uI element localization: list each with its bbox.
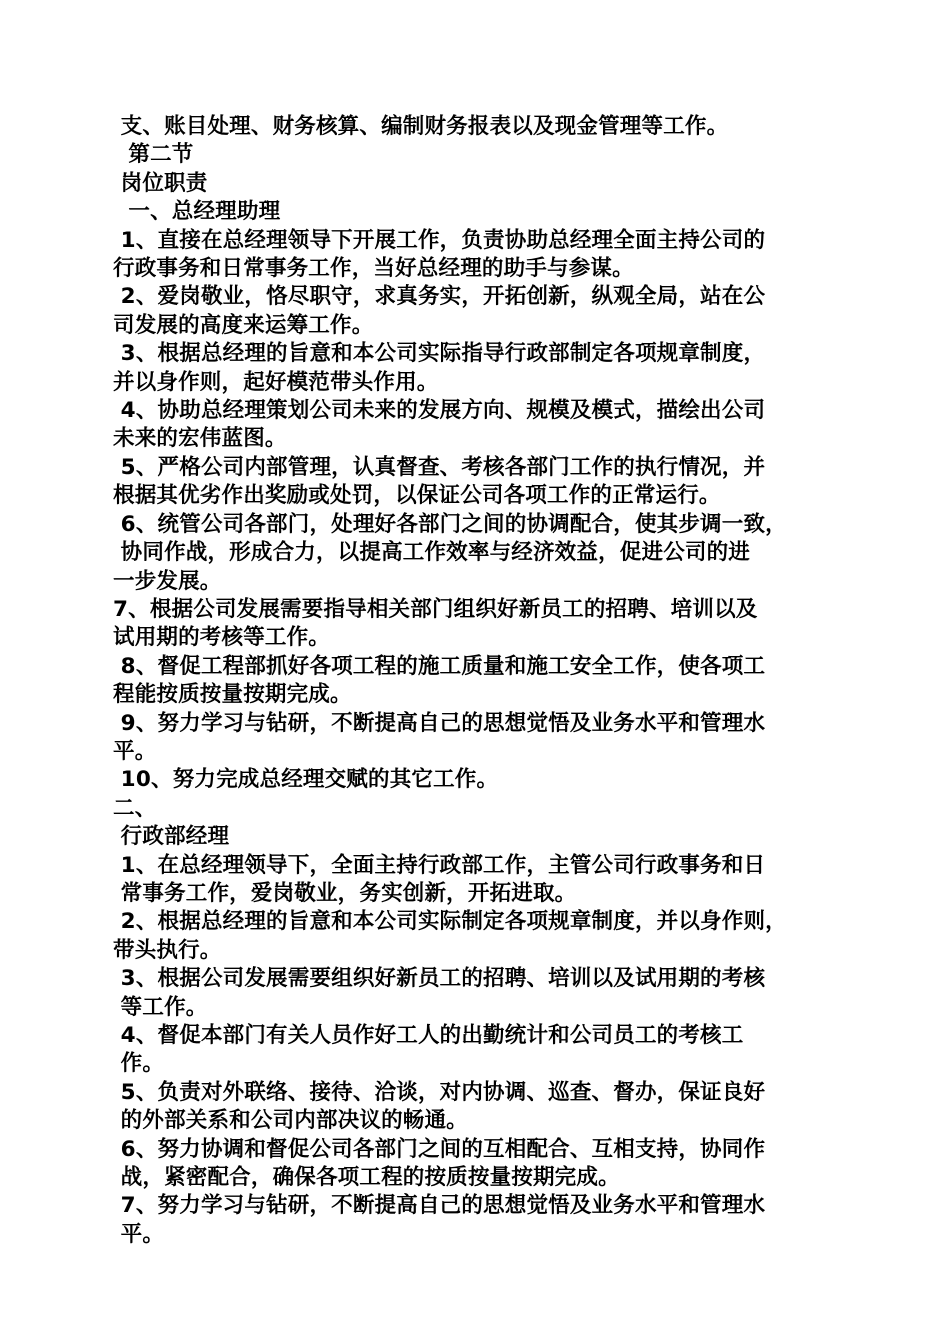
text-line: 并以身作则，起好模范带头作用。	[113, 369, 439, 395]
role-heading: 一、总经理助理	[113, 199, 281, 225]
text-line: 行政事务和日常事务工作，当好总经理的助手与参谋。	[113, 256, 634, 282]
text-line: 1、在总经理领导下，全面主持行政部工作，主管公司行政事务和日	[113, 852, 766, 878]
text-line: 5、严格公司内部管理，认真督查、考核各部门工作的执行情况，并	[113, 454, 766, 480]
text-line: 4、协助总经理策划公司未来的发展方向、规模及模式，描绘出公司	[113, 398, 766, 424]
text-line: 2、根据总经理的旨意和本公司实际制定各项规章制度，并以身作则，	[113, 909, 787, 935]
role-heading: 行政部经理	[113, 824, 230, 850]
text-line: 9、努力学习与钻研，不断提高自己的思想觉悟及业务水平和管理水	[113, 710, 766, 736]
text-line: 6、统管公司各部门，处理好各部门之间的协调配合，使其步调一致，	[113, 511, 787, 537]
document-body	[113, 113, 843, 1249]
text-line: 常事务工作，爱岗敬业，务实创新，开拓进取。	[113, 880, 577, 906]
text-line: 7、根据公司发展需要指导相关部门组织好新员工的招聘、培训以及	[113, 596, 758, 622]
text-line: 作。	[113, 1051, 165, 1077]
section-heading: 第二节	[113, 142, 194, 168]
text-line: 3、根据公司发展需要组织好新员工的招聘、培训以及试用期的考核	[113, 966, 766, 992]
text-line: 支、账目处理、财务核算、编制财务报表以及现金管理等工作。	[113, 114, 729, 139]
role-heading-number: 二、	[113, 795, 157, 821]
text-line: 2、爱岗敬业，恪尽职守，求真务实，开拓创新，纵观全局，站在公	[113, 284, 766, 310]
text-line: 程能按质按量按期完成。	[113, 682, 352, 708]
text-line: 未来的宏伟蓝图。	[113, 426, 287, 452]
section-title: 岗位职责	[113, 170, 208, 196]
text-line: 1、直接在总经理领导下开展工作，负责协助总经理全面主持公司的	[113, 227, 766, 253]
text-line: 司发展的高度来运筹工作。	[113, 312, 374, 338]
text-line: 带头执行。	[113, 937, 222, 963]
text-line: 等工作。	[113, 994, 208, 1020]
text-line: 平。	[113, 1221, 165, 1247]
text-line: 战，紧密配合，确保各项工程的按质按量按期完成。	[113, 1165, 620, 1191]
text-line: 10、努力完成总经理交赋的其它工作。	[113, 767, 499, 793]
text-line: 6、努力协调和督促公司各部门之间的互相配合、互相支持，协同作	[113, 1136, 766, 1162]
text-line: 5、负责对外联络、接待、洽谈，对内协调、巡查、督办，保证良好	[113, 1079, 766, 1105]
text-line: 的外部关系和公司内部决议的畅通。	[113, 1108, 468, 1134]
text-line: 根据其优劣作出奖励或处罚，以保证公司各项工作的正常运行。	[113, 483, 721, 509]
text-line: 8、督促工程部抓好各项工程的施工质量和施工安全工作，使各项工	[113, 653, 766, 679]
text-line: 协同作战，形成合力，以提高工作效率与经济效益，促进公司的进	[113, 540, 750, 566]
text-line: 试用期的考核等工作。	[113, 625, 331, 651]
text-line: 一步发展。	[113, 568, 222, 594]
text-line: 平。	[113, 738, 157, 764]
text-line: 7、努力学习与钻研，不断提高自己的思想觉悟及业务水平和管理水	[113, 1193, 766, 1219]
text-line: 4、督促本部门有关人员作好工人的出勤统计和公司员工的考核工	[113, 1023, 744, 1048]
text-line: 3、根据总经理的旨意和本公司实际指导行政部制定各项规章制度，	[113, 341, 766, 367]
